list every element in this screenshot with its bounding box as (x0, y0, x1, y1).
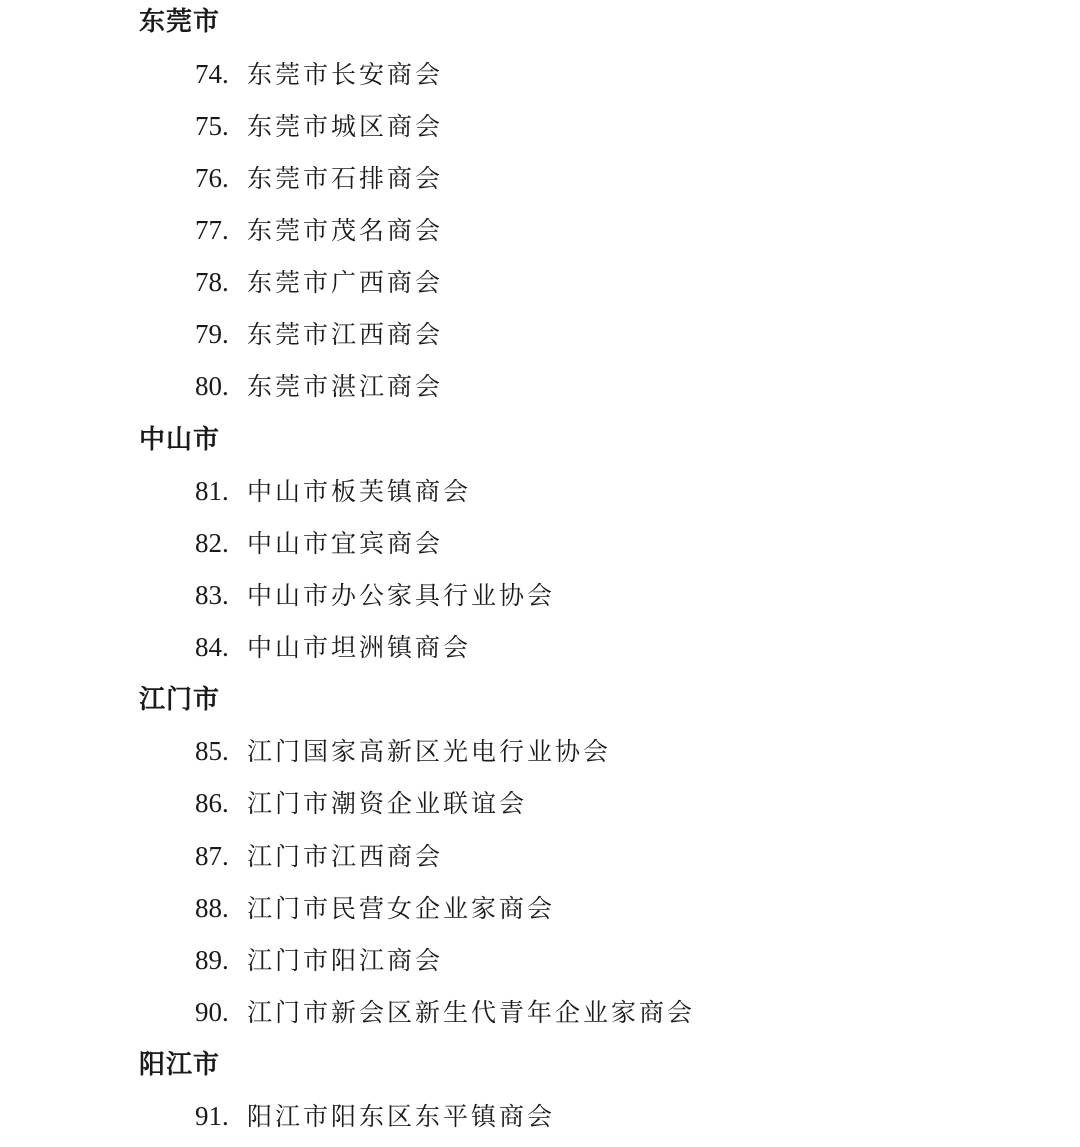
list-item (195, 575, 555, 615)
item-name: 东莞市湛江商会 (247, 372, 444, 401)
item-name: 东莞市石排商会 (247, 164, 444, 193)
item-name: 东莞市茂名商会 (247, 216, 444, 245)
item-number: 75. (195, 111, 229, 141)
item-name: 中山市宜宾商会 (247, 529, 444, 558)
city-heading: 江门市 (139, 685, 221, 715)
list-item (195, 314, 443, 354)
list-item (195, 783, 527, 823)
list-item (195, 731, 611, 771)
item-number: 82. (195, 528, 229, 558)
list-item (195, 888, 555, 928)
item-name: 江门市新会区新生代青年企业家商会 (247, 998, 696, 1027)
item-name: 江门市潮资企业联谊会 (247, 789, 528, 818)
item-name: 东莞市长安商会 (247, 60, 444, 89)
item-number: 85. (195, 736, 229, 766)
item-number: 87. (195, 841, 229, 871)
list-item (195, 366, 443, 406)
item-number: 86. (195, 788, 229, 818)
item-number: 79. (195, 319, 229, 349)
list-item (195, 940, 443, 980)
item-number: 77. (195, 215, 229, 245)
list-item (195, 992, 695, 1032)
item-name: 东莞市城区商会 (247, 112, 444, 141)
list-item (195, 836, 443, 876)
list-item (195, 54, 443, 94)
list-item (195, 523, 443, 563)
item-number: 91. (195, 1101, 229, 1131)
item-name: 江门国家高新区光电行业协会 (247, 737, 612, 766)
item-number: 76. (195, 163, 229, 193)
item-number: 78. (195, 267, 229, 297)
item-number: 90. (195, 997, 229, 1027)
list-item (195, 627, 471, 667)
list-item (195, 158, 443, 198)
city-heading: 东莞市 (139, 7, 221, 37)
item-name: 江门市江西商会 (247, 842, 444, 871)
list-item (195, 106, 443, 146)
item-number: 81. (195, 476, 229, 506)
city-heading: 中山市 (139, 425, 221, 455)
item-name: 东莞市广西商会 (247, 268, 444, 297)
item-name: 中山市办公家具行业协会 (247, 581, 556, 610)
city-heading: 阳江市 (139, 1050, 221, 1080)
item-number: 89. (195, 945, 229, 975)
item-name: 江门市民营女企业家商会 (247, 894, 556, 923)
item-number: 88. (195, 893, 229, 923)
item-name: 中山市坦洲镇商会 (247, 633, 472, 662)
list-item (195, 471, 471, 511)
item-number: 80. (195, 371, 229, 401)
item-number: 84. (195, 632, 229, 662)
list-item (195, 210, 443, 250)
item-name: 江门市阳江商会 (247, 946, 444, 975)
list-item (195, 262, 443, 302)
item-number: 74. (195, 59, 229, 89)
list-item (195, 1096, 555, 1136)
item-name: 阳江市阳东区东平镇商会 (247, 1102, 556, 1131)
item-number: 83. (195, 580, 229, 610)
item-name: 中山市板芙镇商会 (247, 477, 472, 506)
item-name: 东莞市江西商会 (247, 320, 444, 349)
